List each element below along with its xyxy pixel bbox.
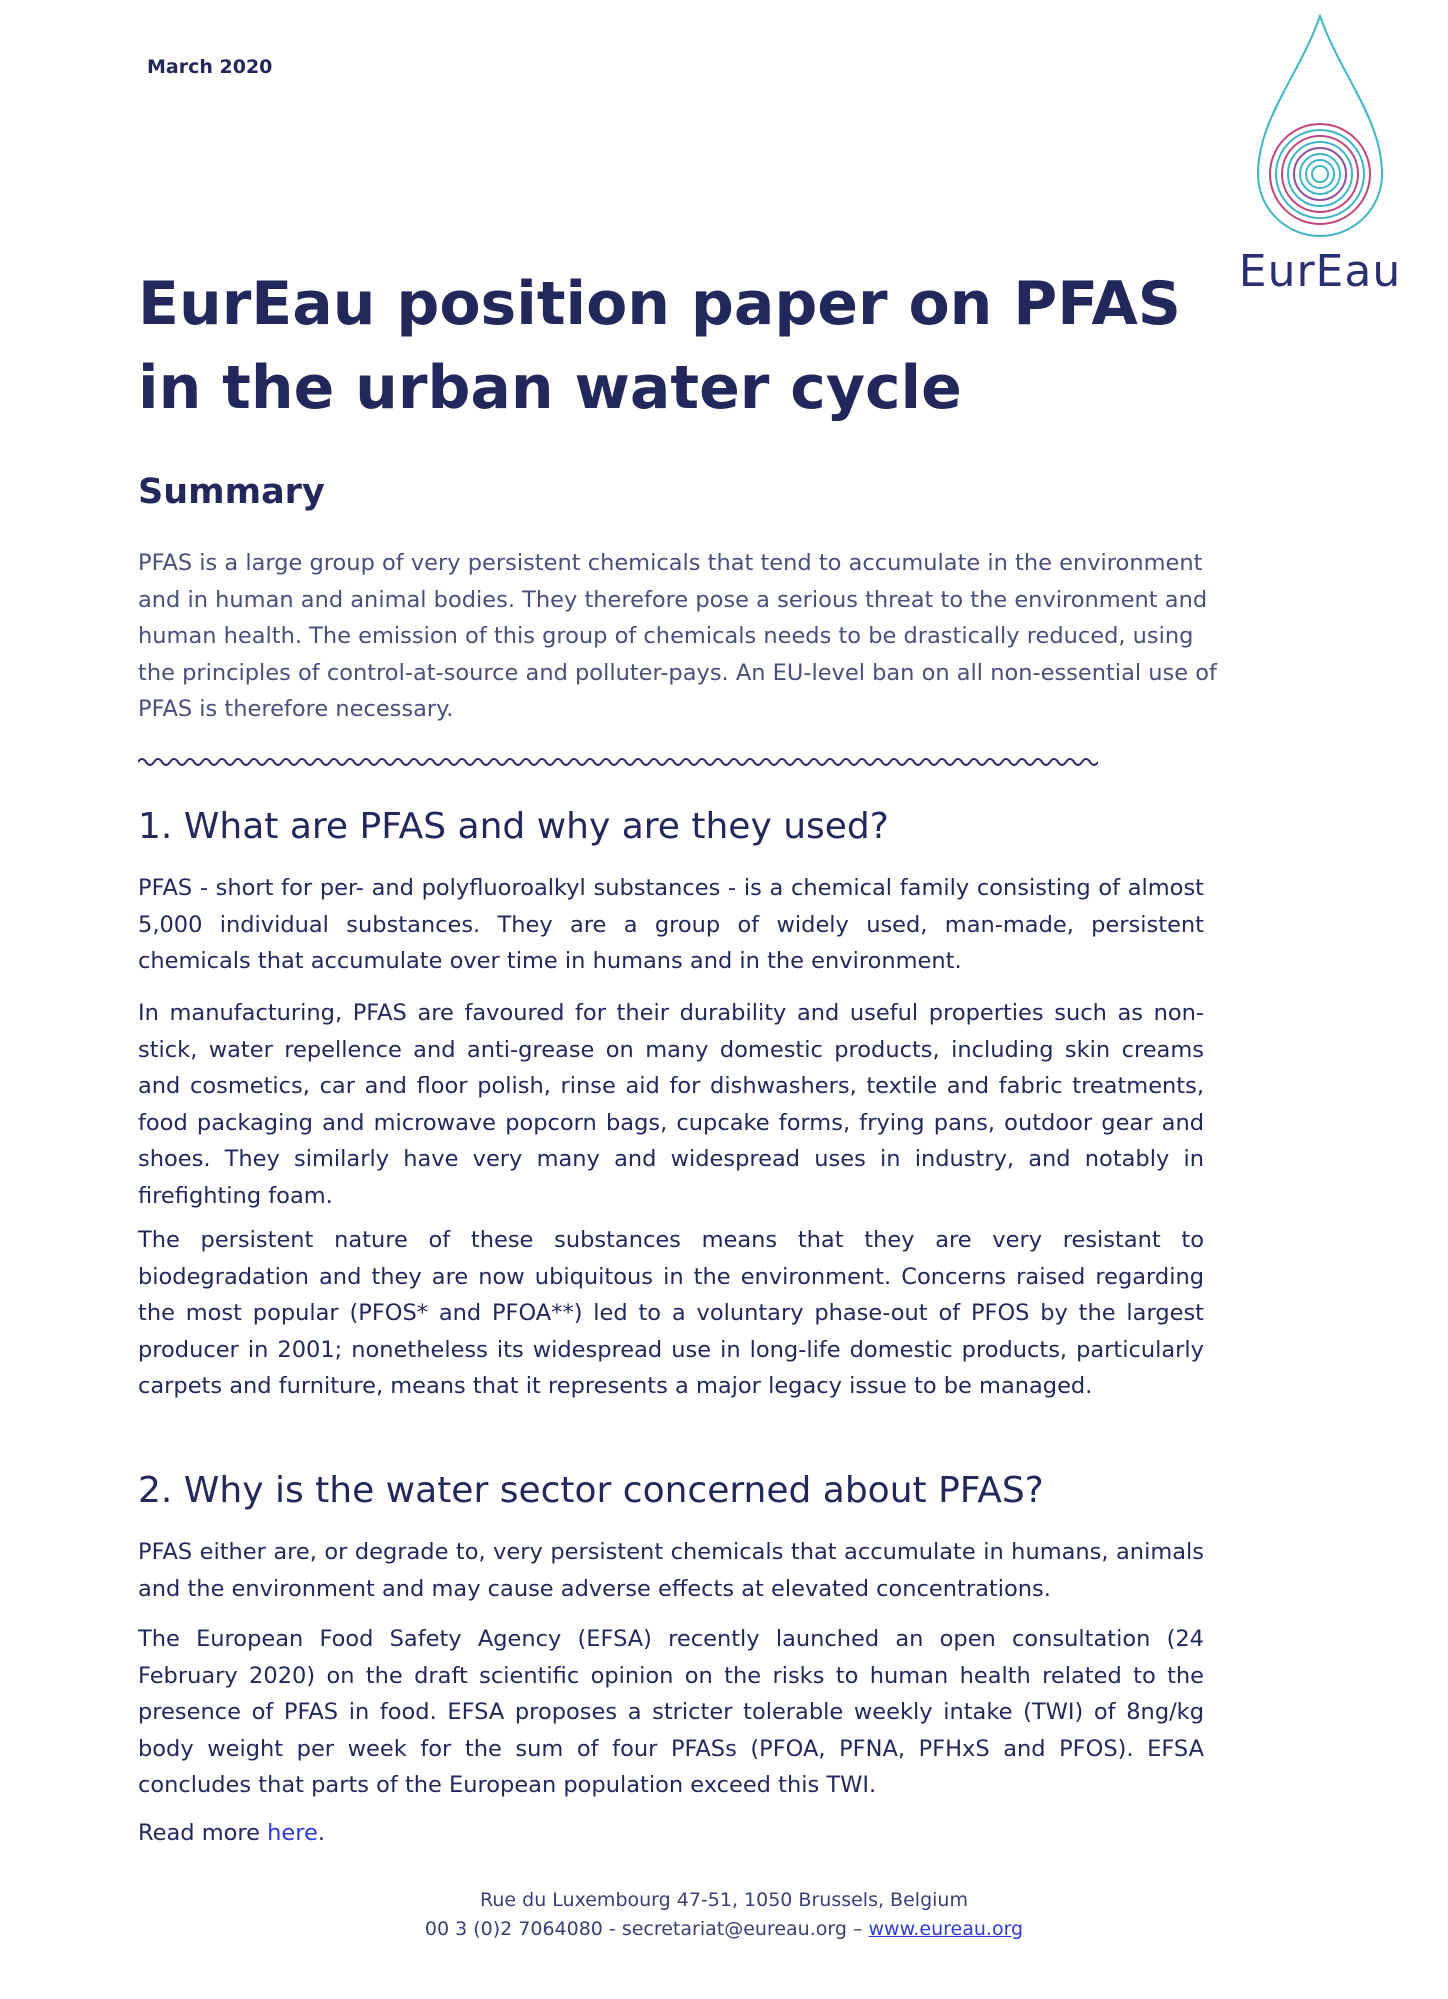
- footer-address: Rue du Luxembourg 47-51, 1050 Brussels, Belgium: [480, 1889, 968, 1911]
- section-2-paragraph-1: PFAS either are, or degrade to, very persistent chemicals that accumulate in humans, animals and the environment and may cause adverse effects at elevated concentrations.: [138, 1539, 1204, 1602]
- read-more-suffix: .: [317, 1820, 325, 1846]
- section-2-paragraph-2: The European Food Safety Agency (EFSA) recently launched an open consultation (24 February 2020) on the draft scientific opinion on the risks to human health related to the presence of PFAS in food. EFSA proposes a stricter tolerable weekly intake (TWI) of 8ng/kg body weight per week for the sum of four PFASs (PFOA, PFNA, PFHxS and PFOS). EFSA concludes that parts of the European population exceed this TWI.: [138, 1626, 1204, 1798]
- summary-heading: Summary: [138, 472, 325, 512]
- section-1-paragraph-3: The persistent nature of these substances means that they are very resistant to biodegradation and they are now ubiquitous in the environment. Concerns raised regarding the most popular (PFOS* and PFOA**) led to a voluntary phase-out of PFOS by the largest producer in 2001; nonetheless its widespread use in long-life domestic products, particularly carpets and furniture, means that it represents a major legacy issue to be managed.: [138, 1227, 1204, 1399]
- footer: [0, 1886, 1448, 1944]
- water-drop-icon: [1230, 14, 1410, 244]
- footer-contact: 00 3 (0)2 7064080 - secretariat@eureau.org –: [424, 1918, 869, 1940]
- footer-website-link[interactable]: www.eureau.org: [868, 1918, 1024, 1940]
- section-1-paragraph-1: PFAS - short for per- and polyfluoroalkyl substances - is a chemical family consisting of almost 5,000 individual substances. They are a group of widely used, man-made, persistent chemicals that accumulate over time in humans and in the environment.: [138, 875, 1204, 974]
- logo-wordmark: EurEau: [1238, 246, 1402, 297]
- section-1-paragraph-2: In manufacturing, PFAS are favoured for their durability and useful properties such as non-stick, water repellence and anti-grease on many domestic products, including skin creams and cosmetics, car and floor polish, rinse aid for dishwashers, textile and fabric treatments, food packaging and microwave popcorn bags, cupcake forms, frying pans, outdoor gear and shoes. They similarly have very many and widespread uses in industry, and notably in firefighting foam.: [138, 1000, 1204, 1209]
- eureau-logo: [1230, 14, 1410, 297]
- read-more-line: [138, 1815, 1204, 1852]
- footer-contact-line: [0, 1915, 1448, 1944]
- publication-date: March 2020: [147, 56, 273, 78]
- section-1-heading: 1. What are PFAS and why are they used?: [138, 806, 889, 847]
- wavy-divider: [138, 752, 1098, 772]
- section-2-heading: 2. Why is the water sector concerned about PFAS?: [138, 1470, 1044, 1511]
- summary-text: PFAS is a large group of very persistent chemicals that tend to accumulate in the environment and in human and animal bodies. They therefore pose a serious threat to the environment and human health. The emission of this group of chemicals needs to be drastically reduced, using the principles of control-at-source and polluter-pays. An EU-level ban on all non-essential use of PFAS is therefore necessary.: [138, 550, 1217, 722]
- page-title: EurEau position paper on PFAS in the urban water cycle: [138, 269, 1181, 423]
- read-more-prefix: Read more: [138, 1820, 268, 1846]
- read-more-link[interactable]: here: [267, 1820, 318, 1846]
